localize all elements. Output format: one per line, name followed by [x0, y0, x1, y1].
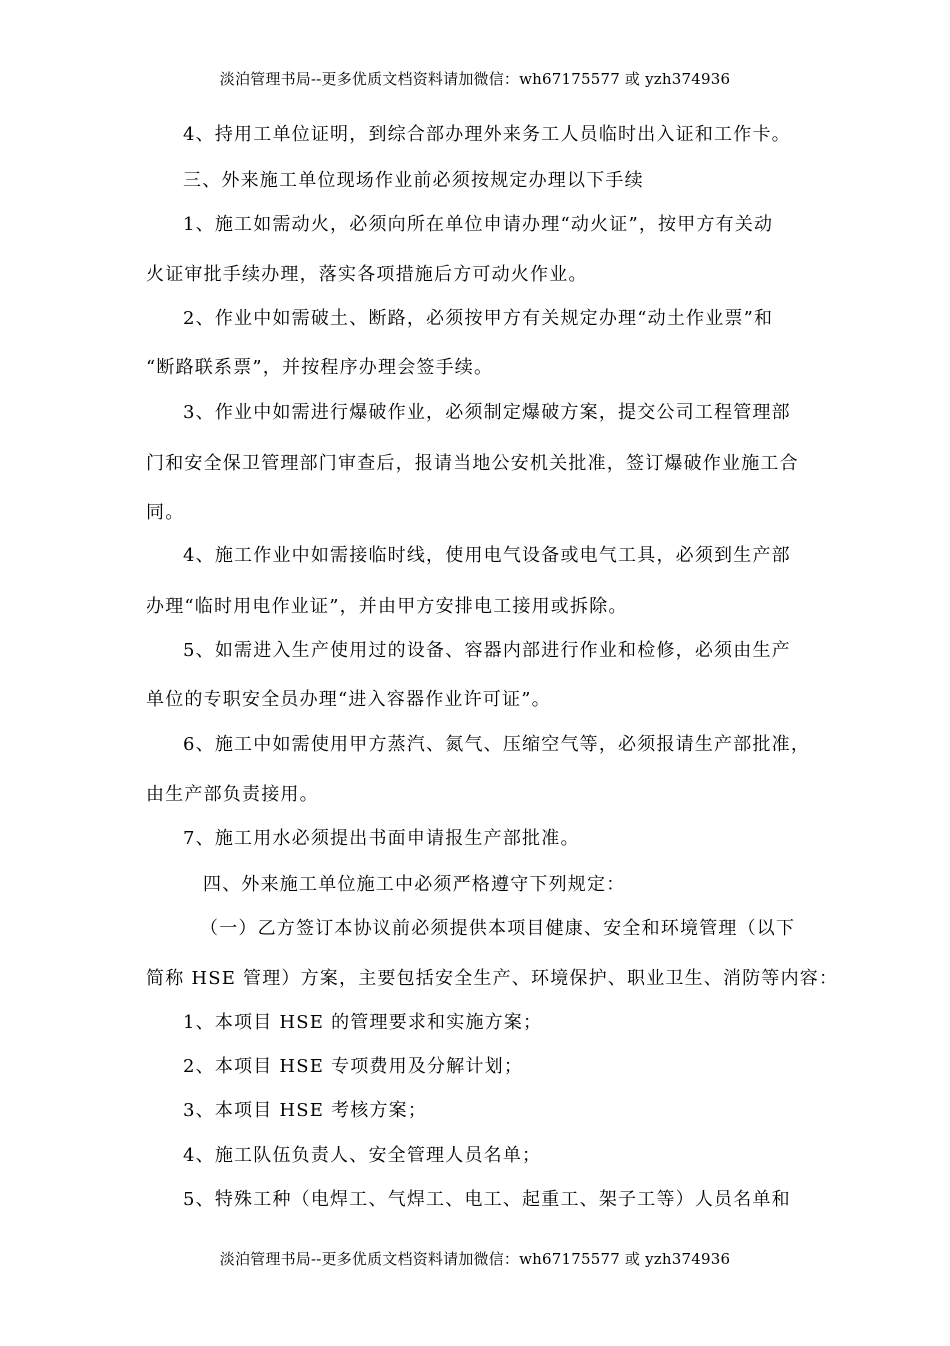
paragraph-line: 4、持用工单位证明，到综合部办理外来务工人员临时出入证和工作卡。	[183, 124, 791, 145]
paragraph-line: 1、施工如需动火，必须向所在单位申请办理“动火证”，按甲方有关动	[183, 214, 774, 235]
page-header: 淡泊管理书局--更多优质文档资料请加微信：wh67175577 或 yzh374936	[219, 70, 731, 88]
list-item: 1、本项目 HSE 的管理要求和实施方案；	[183, 1012, 543, 1033]
paragraph-line: 由生产部负责接用。	[146, 784, 319, 805]
paragraph-line: 4、施工作业中如需接临时线，使用电气设备或电气工具，必须到生产部	[183, 545, 791, 566]
paragraph-line: 5、如需进入生产使用过的设备、容器内部进行作业和检修，必须由生产	[183, 640, 791, 661]
paragraph-line: 3、作业中如需进行爆破作业，必须制定爆破方案，提交公司工程管理部	[183, 402, 791, 423]
paragraph-line: 2、作业中如需破土、断路，必须按甲方有关规定办理“动土作业票”和	[183, 308, 774, 329]
paragraph-line: 7、施工用水必须提出书面申请报生产部批准。	[183, 828, 580, 849]
page-footer: 淡泊管理书局--更多优质文档资料请加微信：wh67175577 或 yzh374936	[219, 1250, 731, 1268]
section-heading: 三、外来施工单位现场作业前必须按规定办理以下手续	[183, 170, 644, 191]
list-item: 5、特殊工种（电焊工、气焊工、电工、起重工、架子工等）人员名单和	[183, 1189, 791, 1210]
list-item: 2、本项目 HSE 专项费用及分解计划；	[183, 1056, 524, 1077]
paragraph-line: （一）乙方签订本协议前必须提供本项目健康、安全和环境管理（以下	[200, 918, 796, 939]
paragraph-line: 办理“临时用电作业证”，并由甲方安排电工接用或拆除。	[146, 596, 628, 617]
paragraph-line: 6、施工中如需使用甲方蒸汽、氮气、压缩空气等，必须报请生产部批准，	[183, 734, 811, 755]
paragraph-line: “断路联系票”，并按程序办理会签手续。	[146, 357, 494, 378]
paragraph-line: 简称 HSE 管理）方案，主要包括安全生产、环境保护、职业卫生、消防等内容：	[146, 968, 839, 989]
list-item: 4、施工队伍负责人、安全管理人员名单；	[183, 1145, 542, 1166]
section-heading: 四、外来施工单位施工中必须严格遵守下列规定：	[203, 874, 626, 895]
list-item: 3、本项目 HSE 考核方案；	[183, 1100, 428, 1121]
paragraph-line: 火证审批手续办理，落实各项措施后方可动火作业。	[146, 264, 588, 285]
paragraph-line: 门和安全保卫管理部门审查后，报请当地公安机关批准，签订爆破作业施工合	[146, 453, 799, 474]
paragraph-line: 单位的专职安全员办理“进入容器作业许可证”。	[146, 689, 551, 710]
paragraph-line: 同。	[146, 502, 185, 523]
